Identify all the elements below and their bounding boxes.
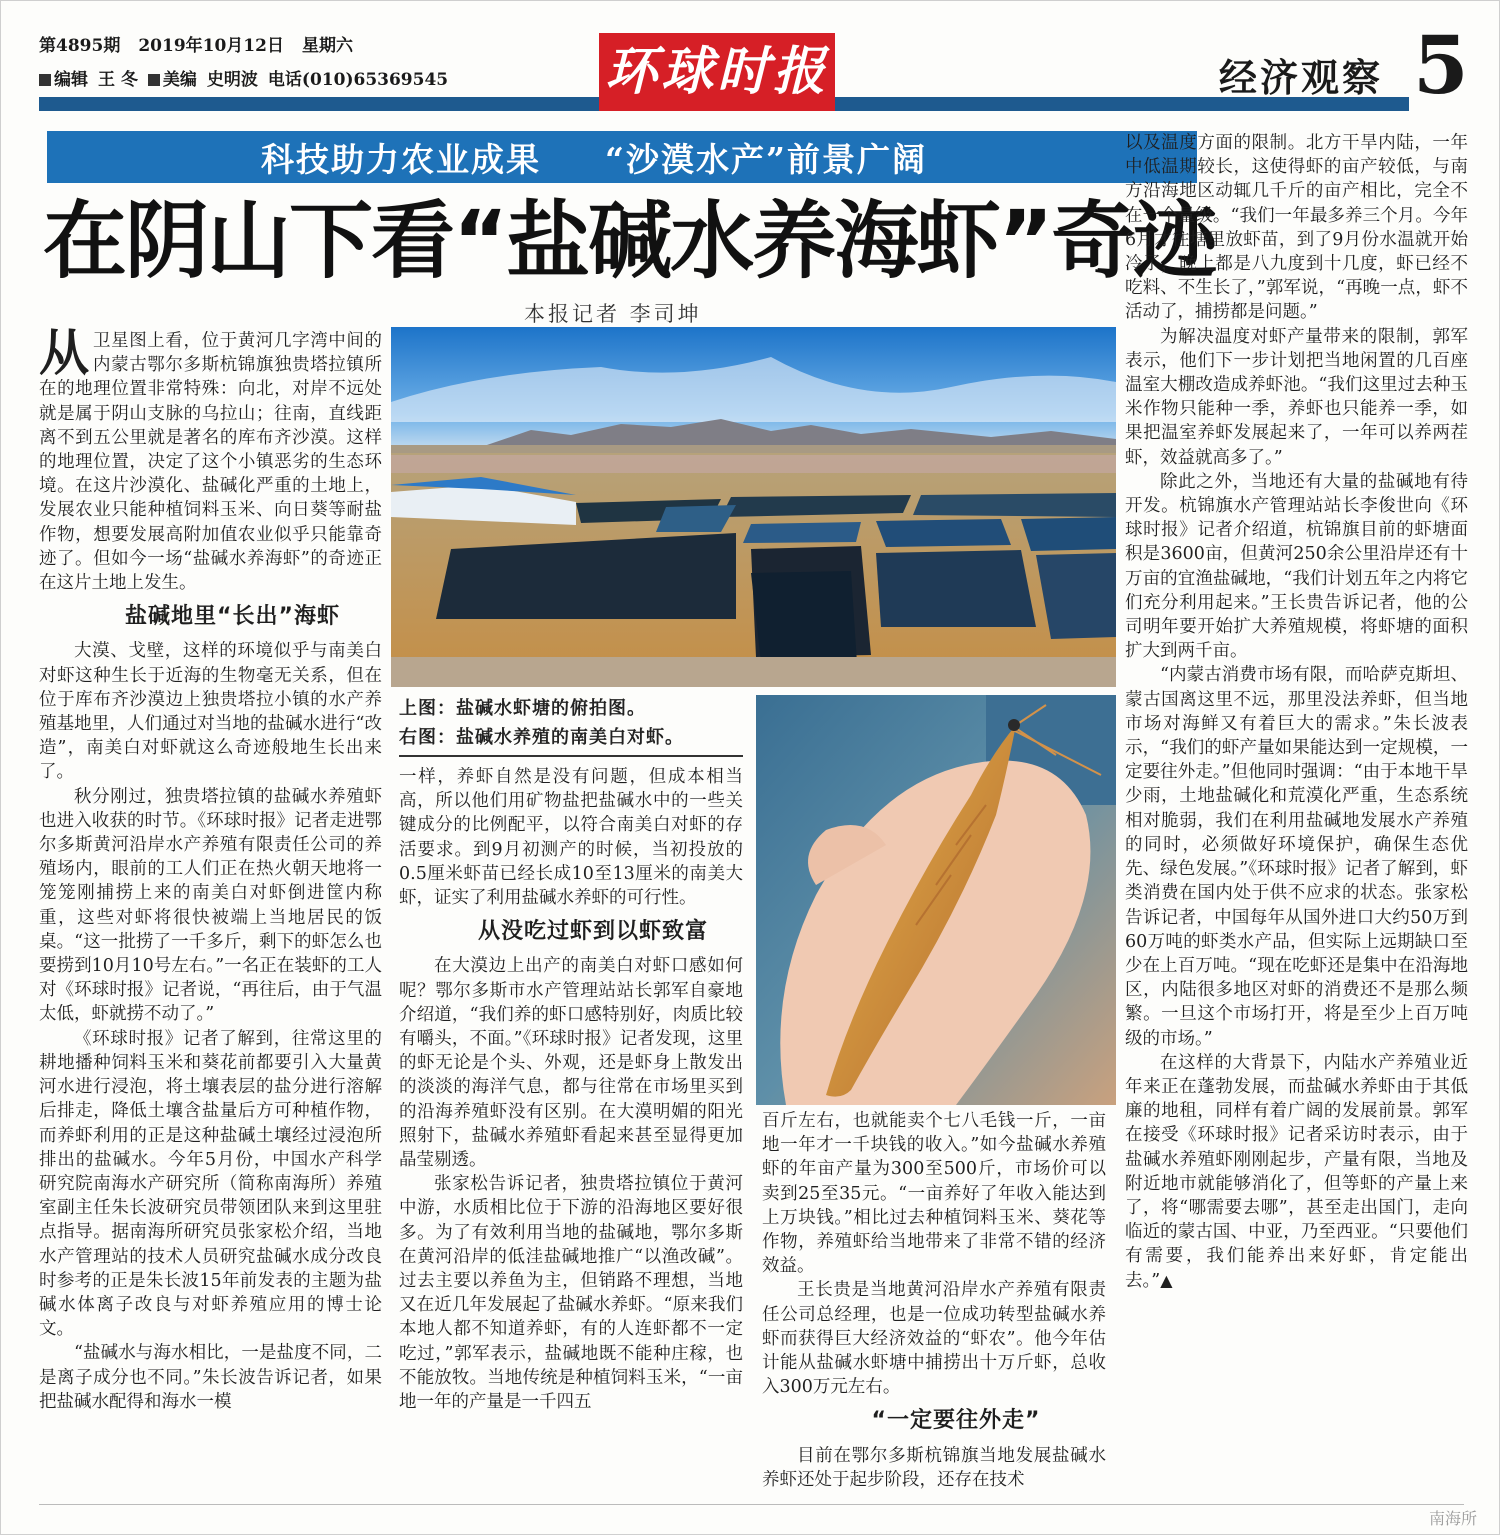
photo-captions — [399, 694, 684, 752]
newspaper-logo: 环球时报 — [599, 33, 835, 111]
footer-rule — [39, 1504, 1464, 1505]
drop-cap: 从 — [39, 323, 89, 382]
designer-label: 美编 — [162, 69, 197, 90]
paragraph: 张家松告诉记者，独贵塔拉镇位于黄河中游，水质相比位于下游的沿海地区要好很多。为了有效利用当地的盐碱地，鄂尔多斯在黄河沿岸的低洼盐碱地推广“以渔改碱”。过去主要以养鱼为主，但销路不理想，当地又在近几年发展起了盐碱水养虾。“原来我们本地人都不知道养虾，有的人连虾都不一定吃过，”郭军表示，盐碱地既不能种庄稼，也不能放牧。当地传统是种植饲料玉米，“一亩地一年的产量是一千四五 — [399, 1174, 743, 1413]
caption-right: 右图：盐碱水养殖的南美白对虾。 — [399, 727, 684, 748]
paragraph: 百斤左右，也就能卖个七八毛钱一斤，一亩地一年才一千块钱的收入。”如今盐碱水养殖虾的年亩产量为300至500斤，市场价可以卖到25至35元。“一亩养好了年收入能达到上万块钱。”相比过去种植饲料玉米、葵花等作物，养殖虾给当地带来了非常不错的经济效益。 — [762, 1111, 1106, 1277]
caption-top: 上图：盐碱水虾塘的俯拍图。 — [399, 698, 646, 719]
aerial-pond-photo — [391, 327, 1116, 687]
paragraph: 大漠、戈壁，这样的环境似乎与南美白对虾这种生长于近海的生物毫无关系，但在位于库布齐沙漠边上独贵塔拉小镇的水产养殖基地里，人们通过对当地的盐碱水进行“改造”，南美白对虾就这么奇迹般地生长出来了。 — [39, 641, 382, 783]
subheading: “一定要往外走” — [871, 1408, 1041, 1434]
end-mark-icon: ▲ — [1160, 1270, 1173, 1290]
paragraph: 秋分刚过，独贵塔拉镇的盐碱水养殖虾也进入收获的时节。《环球时报》记者走进鄂尔多斯黄河沿岸水产养殖有限责任公司的养殖场内，眼前的工人们正在热火朝天地将一笼笼刚捕捞上来的南美白对虾倒进筐内称重，这些对虾将很快被端上当地居民的饭桌。“这一批捞了一千多斤，剩下的虾怎么也要捞到10月10号左右。”一名正在装虾的工人对《环球时报》记者说，“再往后，由于气温太低，虾就捞不动了。” — [39, 786, 382, 1025]
paragraph: 目前在鄂尔多斯杭锦旗当地发展盐碱水养虾还处于起步阶段，还存在技术 — [762, 1445, 1106, 1490]
square-bullet-icon — [39, 74, 51, 86]
subheading: 从没吃过虾到以虾致富 — [477, 919, 708, 945]
kicker-left: 科技助力农业成果 — [261, 139, 541, 179]
editor-name: 王 冬 — [98, 69, 138, 90]
paragraph: 从卫星图上看，位于黄河几字湾中间的内蒙古鄂尔多斯杭锦旗独贵塔拉镇所在的地理位置非常特殊：向北，对岸不远处就是属于阴山支脉的乌拉山；往南，直线距离不到五公里就是著名的库布齐沙漠。这样的地理位置，决定了这个小镇恶劣的生态环境。在这片沙漠化、盐碱化严重的土地上，发展农业只能种植饲料玉米、向日葵等耐盐作物，想要发展高附加值农业似乎只能靠奇迹了。但如今一场“盐碱水养海虾”的奇迹正在这片土地上发生。 — [39, 323, 382, 594]
issue-weekday: 星期六 — [301, 35, 353, 56]
shrimp-photo — [756, 695, 1116, 1105]
issue-date: 2019年10月12日 — [138, 35, 284, 56]
section-title: 经济观察 — [1219, 55, 1384, 100]
article-column-4 — [1125, 131, 1468, 1293]
paragraph: 为解决温度对虾产量带来的限制，郭军表示，他们下一步计划把当地闲置的几百座温室大棚改造成养虾池。“我们这里过去种玉米作物只能种一季，养虾也只能养一季，如果把温室养虾发展起来了，一年可以养两茬虾，效益就高多了。” — [1125, 326, 1468, 468]
subheading: 盐碱地里“长出”海虾 — [125, 604, 340, 630]
paragraph: “内蒙古消费市场有限，而哈萨克斯坦、蒙古国离这里不远，那里没法养虾，但当地市场对海鲜又有着巨大的需求。”朱长波表示，“我们的虾产量如果能达到一定规模，一定要往外走。”但他同时强调：“由于本地干旱少雨，土地盐碱化和荒漠化严重，生态系统相对脆弱，我们在利用盐碱地发展水产养殖的同时，必须做好环境保护，确保生态优先、绿色发展。”《环球时报》记者了解到，虾类消费在国内处于供不应求的状态。张家松告诉记者，中国每年从国外进口大约50万到60万吨的虾类水产品，但实际上远期缺口至少在上百万吨。“现在吃虾还是集中在沿海地区，内陆很多地区对虾的消费还不是那么频繁。一旦这个市场打开，将是至少上百万吨级的市场。” — [1125, 665, 1468, 1049]
article-column-2 — [399, 765, 743, 1414]
paragraph: 在大漠边上出产的南美白对虾口感如何呢？鄂尔多斯市水产管理站站长郭军自豪地介绍道，“我们养的虾口感特别好，肉质比较有嚼头，不面。”《环球时报》记者发现，这里的虾无论是个头、外观，还是虾身上散发出的淡淡的海洋气息，都与往常在市场里买到的沿海养殖虾没有区别。在大漠明媚的阳光照射下，盐碱水养殖虾看起来甚至显得更加晶莹剔透。 — [399, 956, 743, 1171]
kicker-right: “沙漠水产”前景广阔 — [605, 139, 927, 179]
caption-divider — [399, 755, 743, 757]
paragraph: “盐碱水与海水相比，一是盐度不同，二是离子成分也不同。”朱长波告诉记者，如果把盐碱水配得和海水一模 — [39, 1343, 382, 1412]
issue-number: 第4895期 — [39, 35, 121, 56]
square-bullet-icon — [148, 74, 160, 86]
paragraph: 王长贵是当地黄河沿岸水产养殖有限责任公司总经理，也是一位成功转型盐碱水养虾而获得巨大经济效益的“虾农”。他今年估计能从盐碱水虾塘中捕捞出十万斤虾，总收入300万元左右。 — [762, 1280, 1106, 1398]
masthead-rule — [39, 97, 599, 111]
byline: 本报记者 李司坤 — [524, 302, 702, 326]
masthead-info — [39, 35, 448, 91]
paragraph: 除此之外，当地还有大量的盐碱地有待开发。杭锦旗水产管理站站长李俊世向《环球时报》记者介绍道，杭锦旗目前的虾塘面积是3600亩，但黄河250余公里沿岸还有十万亩的宜渔盐碱地，“我们计划五年之内将它们充分利用起来。”王长贵告诉记者，他的公司明年要开始扩大养殖规模，将虾塘的面积扩大到两千亩。 — [1125, 471, 1468, 662]
paragraph: 以及温度方面的限制。北方干旱内陆，一年中低温期较长，这使得虾的亩产较低，与南方沿海地区动辄几千斤的亩产相比，完全不在一个量级。“我们一年最多养三个月。今年6月才往塘里放虾苗，到了9月份水温就开始冷了，晚上都是八九度到十几度，虾已经不吃料、不生长了，”郭军说，“再晚一点，虾不活动了，捕捞都是问题。” — [1125, 133, 1468, 323]
paragraph: 《环球时报》记者了解到，往常这里的耕地播种饲料玉米和葵花前都要引入大量黄河水进行浸泡，将土壤表层的盐分进行溶解后排走，降低土壤含盐量后方可种植作物，而养虾利用的正是这种盐碱土壤经过浸泡所排出的盐碱水。今年5月份，中国水产科学研究院南海水产研究所（简称南海所）养殖室副主任朱长波研究员带领团队来到这里驻点指导。据南海所研究员张家松介绍，当地水产管理站的技术人员研究盐碱水成分改良时参考的正是朱长波15年前发表的主题为盐碱水体离子改良与对虾养殖应用的博士论文。 — [39, 1028, 382, 1340]
article-column-3 — [762, 1109, 1106, 1492]
article-column-1 — [39, 323, 382, 1414]
designer-name: 史明波 — [206, 69, 258, 90]
paragraph: 一样，养虾自然是没有问题，但成本相当高，所以他们用矿物盐把盐碱水中的一些关键成分的比例配平，以符合南美白对虾的存活要求。到9月初测产的时候，当初投放的0.5厘米虾苗已经长成10至13厘米的南美大虾，证实了利用盐碱水养虾的可行性。 — [399, 767, 743, 909]
phone-number: 电话(010)65369545 — [267, 69, 449, 90]
kicker-bar — [47, 131, 1197, 183]
editor-label: 编辑 — [54, 69, 88, 90]
paragraph: 在这样的大背景下，内陆水产养殖业近年来正在蓬勃发展，而盐碱水养虾由于其低廉的地租，同样有着广阔的发展前景。郭军在接受《环球时报》记者采访时表示，由于盐碱水养殖虾刚刚起步，产量有限，当地及附近地市就能够消化了，但等虾的产量上来了，将“哪需要去哪”，甚至走出国门，走向临近的蒙古国、中亚，乃至西亚。“只要他们有需要，我们能养出来好虾，肯定能出去。”▲ — [1125, 1052, 1468, 1291]
watermark: 南海所 — [1429, 1509, 1478, 1528]
headline: 在阴山下看“盐碱水养海虾”奇迹 — [43, 192, 1216, 290]
page-number: 5 — [1413, 18, 1469, 112]
